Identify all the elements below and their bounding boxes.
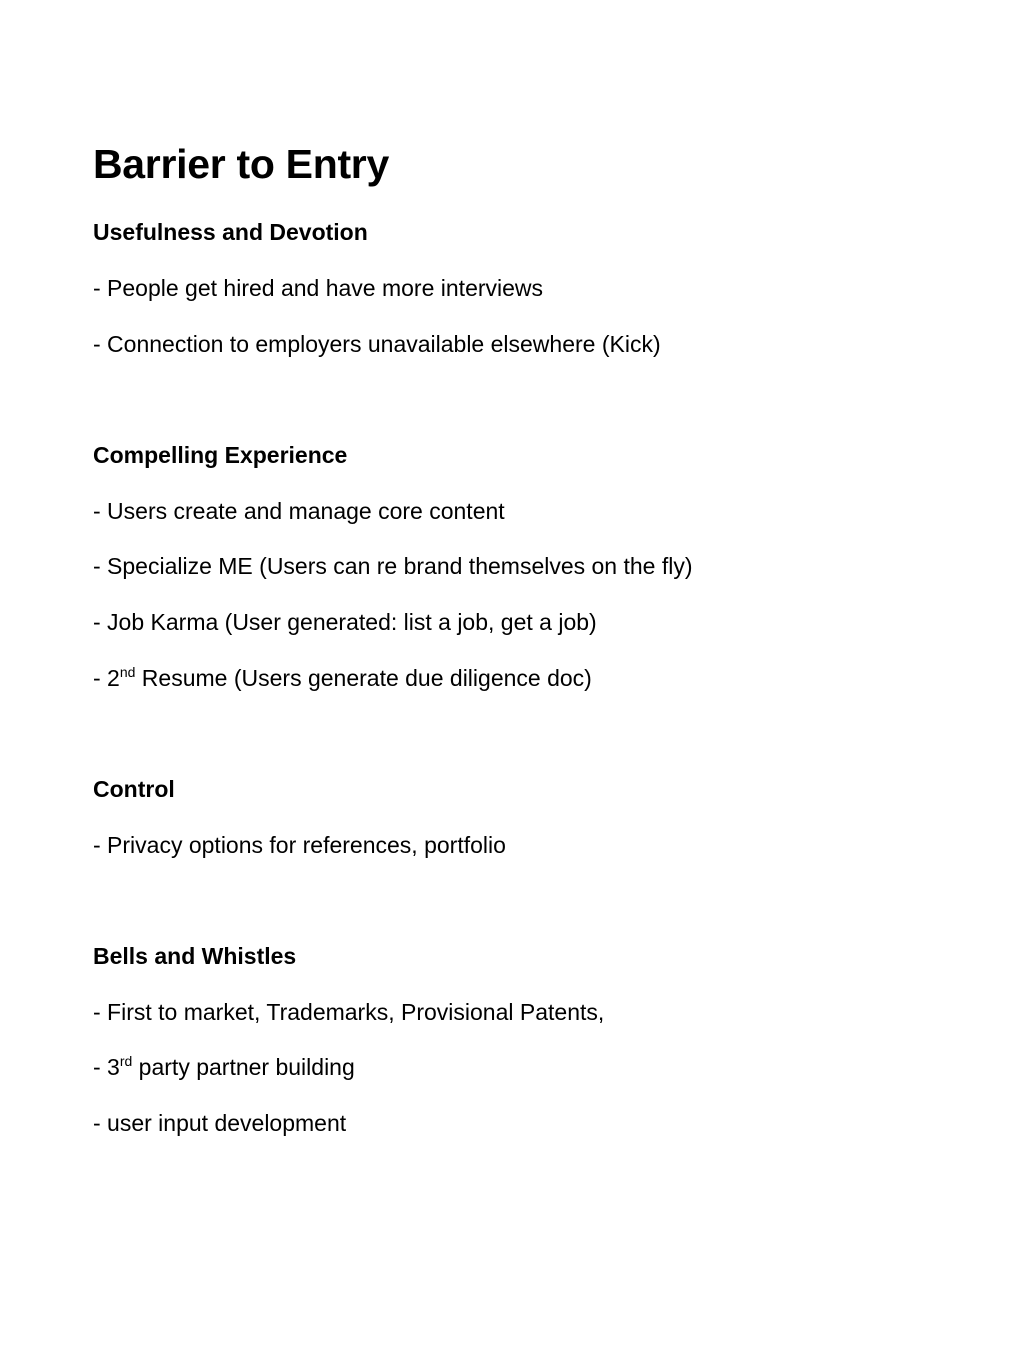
bullet-item: - Users create and manage core content: [93, 498, 505, 524]
bullet-item: - First to market, Trademarks, Provisional Patents,: [93, 999, 605, 1025]
page-title: Barrier to Entry: [93, 141, 389, 187]
bullet-item: - People get hired and have more interviews: [93, 275, 544, 301]
ordinal-superscript: rd: [119, 1053, 133, 1069]
bullet-item: - user input development: [93, 1110, 347, 1136]
bullet-suffix: party partner building: [132, 1054, 355, 1080]
bullet-item: - Connection to employers unavailable elsewhere (Kick): [93, 331, 661, 357]
bullet-item: [93, 1052, 355, 1082]
bullet-item: - Specialize ME (Users can re brand themselves on the fly): [93, 553, 693, 579]
ordinal-superscript: nd: [119, 664, 136, 680]
bullet-prefix: - 2: [93, 665, 120, 691]
bullet-item: [93, 663, 592, 693]
section-heading-bells-and-whistles: Bells and Whistles: [93, 943, 297, 969]
section-heading-compelling-experience: Compelling Experience: [93, 442, 348, 468]
bullet-suffix: Resume (Users generate due diligence doc): [135, 665, 592, 691]
bullet-prefix: - 3: [93, 1054, 120, 1080]
bullet-item: - Privacy options for references, portfolio: [93, 832, 506, 858]
section-heading-usefulness: Usefulness and Devotion: [93, 219, 368, 245]
bullet-item: - Job Karma (User generated: list a job, get a job): [93, 609, 597, 635]
section-heading-control: Control: [93, 776, 175, 802]
